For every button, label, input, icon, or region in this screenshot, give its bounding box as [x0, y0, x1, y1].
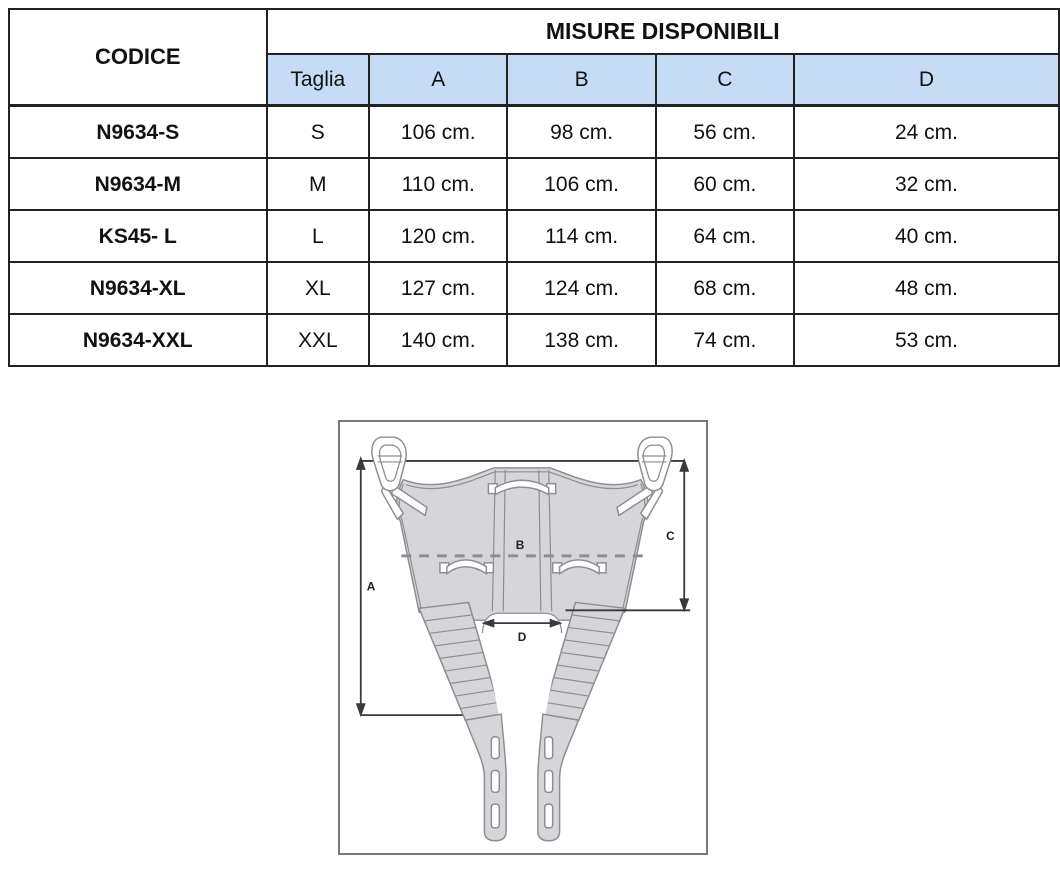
- table-row: [9, 210, 1059, 262]
- measure-c-cell: 60 cm.: [656, 158, 794, 210]
- measure-c-cell: 74 cm.: [656, 314, 794, 366]
- measure-c-cell: 68 cm.: [656, 262, 794, 314]
- measure-a-cell: 140 cm.: [369, 314, 507, 366]
- measure-a-cell: 120 cm.: [369, 210, 507, 262]
- codice-header: CODICE: [9, 9, 267, 106]
- dim-label-a: A: [366, 579, 376, 594]
- col-header-taglia: Taglia: [267, 54, 370, 106]
- table-row: [9, 262, 1059, 314]
- measure-c-cell: 64 cm.: [656, 210, 794, 262]
- measure-b-cell: 124 cm.: [507, 262, 655, 314]
- taglia-cell: XL: [267, 262, 370, 314]
- measure-c-cell: 56 cm.: [656, 106, 794, 159]
- measure-d-cell: 24 cm.: [794, 106, 1059, 159]
- measure-b-cell: 106 cm.: [507, 158, 655, 210]
- measure-b-cell: 98 cm.: [507, 106, 655, 159]
- col-header-b: B: [507, 54, 655, 106]
- right-attachment-loop: [617, 437, 672, 519]
- measure-d-cell: 32 cm.: [794, 158, 1059, 210]
- left-leg-strap: [466, 714, 507, 841]
- misure-disponibili-header: MISURE DISPONIBILI: [267, 9, 1059, 54]
- codice-cell: N9634-M: [9, 158, 267, 210]
- left-attachment-loop: [372, 437, 427, 519]
- taglia-cell: XXL: [267, 314, 370, 366]
- table-row: [9, 106, 1059, 159]
- codice-cell: N9634-XXL: [9, 314, 267, 366]
- codice-cell: KS45- L: [9, 210, 267, 262]
- measure-a-cell: 106 cm.: [369, 106, 507, 159]
- measure-d-cell: 53 cm.: [794, 314, 1059, 366]
- size-table: [8, 8, 1060, 367]
- codice-cell: N9634-XL: [9, 262, 267, 314]
- table-row: [9, 314, 1059, 366]
- dim-label-d: D: [517, 629, 527, 644]
- col-header-d: D: [794, 54, 1059, 106]
- taglia-cell: S: [267, 106, 370, 159]
- sling-diagram-svg: [340, 422, 706, 853]
- measure-a-cell: 110 cm.: [369, 158, 507, 210]
- col-header-c: C: [656, 54, 794, 106]
- taglia-cell: L: [267, 210, 370, 262]
- measure-b-cell: 138 cm.: [507, 314, 655, 366]
- measure-b-cell: 114 cm.: [507, 210, 655, 262]
- codice-cell: N9634-S: [9, 106, 267, 159]
- table-header-row: [9, 9, 1059, 54]
- sling-measurement-diagram: [338, 420, 708, 855]
- right-leg-strap: [538, 714, 579, 841]
- measure-a-cell: 127 cm.: [369, 262, 507, 314]
- taglia-cell: M: [267, 158, 370, 210]
- dim-label-b: B: [515, 537, 525, 552]
- dimension-c: [679, 458, 689, 612]
- table-row: [9, 158, 1059, 210]
- dim-label-c: C: [666, 529, 675, 544]
- measure-d-cell: 40 cm.: [794, 210, 1059, 262]
- measure-d-cell: 48 cm.: [794, 262, 1059, 314]
- col-header-a: A: [369, 54, 507, 106]
